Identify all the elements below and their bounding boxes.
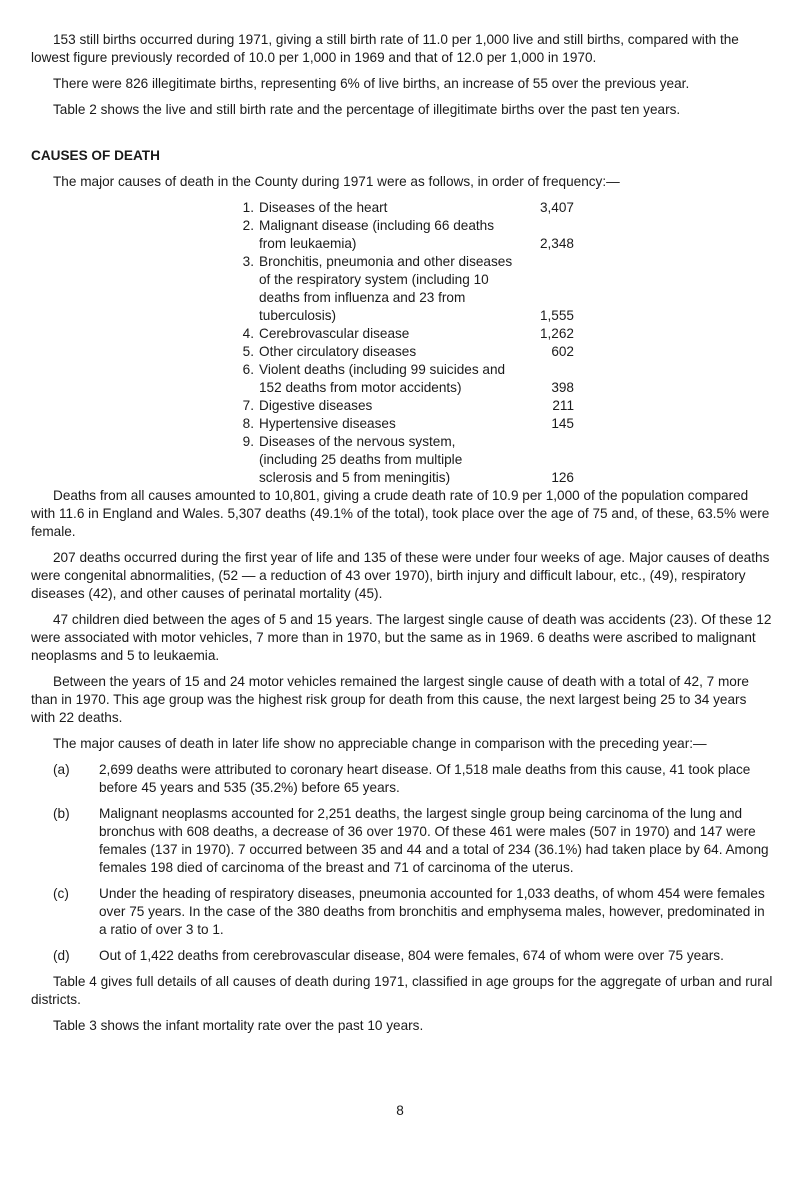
- cause-value: 211: [552, 398, 574, 413]
- cause-item: [234, 253, 574, 325]
- cause-number: 1.: [242, 200, 254, 215]
- cause-value: 398: [551, 380, 574, 395]
- cause-item: [234, 361, 574, 397]
- item-text: 2,699 deaths were attributed to coronary heart disease. Of 1,518 male deaths from this cause, 41 took place before 45 years and 535 (35.2%) before 65 years.: [99, 762, 751, 795]
- later-life-intro-paragraph: The major causes of death in later life show no appreciable change in comparison with the preceding year:—: [53, 736, 707, 751]
- cause-number: 4.: [242, 326, 254, 341]
- cause-value: 1,262: [539, 326, 574, 341]
- cause-item: [234, 415, 574, 433]
- still-births-paragraph: 153 still births occurred during 1971, giving a still birth rate of 11.0 per 1,000 live and still births, compared with the lowest figure previously recorded of 10.0 per 1,000 in 1969 and that of 12.0 per 1,000 in 1970.: [31, 32, 739, 65]
- cause-number: 2.: [242, 218, 254, 233]
- child-deaths-paragraph: 47 children died between the ages of 5 and 15 years. The largest single cause of death was accidents (23). Of these 12 were associated with motor vehicles, 7 more than in 1970, but the same as in 1969. 6 deaths were ascribed to malignant neoplasms and 5 to leukaemia.: [31, 612, 772, 663]
- cause-number: 8.: [242, 416, 254, 431]
- cause-item: [234, 217, 574, 253]
- table2-paragraph: Table 2 shows the live and still birth rate and the percentage of illegitimate births over the past ten years.: [53, 102, 681, 117]
- cause-value: 602: [551, 344, 574, 359]
- cause-value: 126: [551, 470, 574, 485]
- cause-text: Violent deaths (including 99 suicides and 152 deaths from motor accidents): [259, 362, 506, 395]
- cause-value: 2,348: [539, 236, 574, 251]
- item-letter: (a): [53, 762, 70, 777]
- cause-number: 5.: [242, 344, 254, 359]
- cause-text: Diseases of the nervous system, (including 25 deaths from multiple sclerosis and 5 from meningitis): [259, 434, 463, 485]
- cause-number: 6.: [242, 362, 254, 377]
- table3-paragraph: Table 3 shows the infant mortality rate over the past 10 years.: [53, 1018, 424, 1033]
- document-page: [31, 31, 773, 1043]
- lettered-item: [31, 885, 773, 939]
- cause-number: 3.: [242, 254, 254, 269]
- item-letter: (b): [53, 806, 70, 821]
- cause-text: Digestive diseases: [259, 398, 373, 413]
- cause-value: 1,555: [539, 308, 574, 323]
- cause-item: [234, 343, 574, 361]
- young-adult-deaths-paragraph: Between the years of 15 and 24 motor vehicles remained the largest single cause of death with a total of 42, 7 more than in 1970. This age group was the highest risk group for death from this cause, the next largest being 25 to 34 years with 22 deaths.: [31, 674, 749, 725]
- cause-text: Cerebrovascular disease: [259, 326, 410, 341]
- section-heading: CAUSES OF DEATH: [31, 148, 160, 163]
- cause-text: Other circulatory diseases: [259, 344, 417, 359]
- cause-number: 7.: [242, 398, 254, 413]
- cause-item: [234, 433, 574, 487]
- later-life-list: [31, 761, 773, 965]
- causes-intro: The major causes of death in the County during 1971 were as follows, in order of frequency:—: [53, 174, 620, 189]
- cause-text: Malignant disease (including 66 deaths from leukaemia): [259, 218, 495, 251]
- cause-item: [234, 397, 574, 415]
- deaths-all-causes-paragraph: Deaths from all causes amounted to 10,801, giving a crude death rate of 10.9 per 1,000 of the population compared with 11.6 in England and Wales. 5,307 deaths (49.1% of the total), took place over the age of 75 and, of these, 63.5% were female.: [31, 488, 770, 539]
- cause-text: Bronchitis, pneumonia and other diseases of the respiratory system (including 10 deaths from influenza and 23 from tuberculosis): [259, 254, 513, 323]
- lettered-item: [31, 805, 773, 877]
- infant-deaths-paragraph: 207 deaths occurred during the first year of life and 135 of these were under four weeks of age. Major causes of deaths were congenital abnormalities, (52 — a reduction of 43 over 1970), birth injury and difficult labour, etc., (49), respiratory diseases (42), and other causes of perinatal mortality (45).: [31, 550, 770, 601]
- cause-text: Diseases of the heart: [259, 200, 388, 215]
- cause-number: 9.: [242, 434, 254, 449]
- cause-item: [234, 325, 574, 343]
- illegitimate-births-paragraph: There were 826 illegitimate births, representing 6% of live births, an increase of 55 over the previous year.: [53, 76, 690, 91]
- causes-list: [234, 199, 574, 487]
- item-text: Out of 1,422 deaths from cerebrovascular disease, 804 were females, 674 of whom were over 75 years.: [99, 948, 724, 963]
- cause-text: Hypertensive diseases: [259, 416, 396, 431]
- item-letter: (d): [53, 948, 70, 963]
- cause-value: 145: [551, 416, 574, 431]
- item-letter: (c): [53, 886, 69, 901]
- item-text: Under the heading of respiratory diseases, pneumonia accounted for 1,033 deaths, of whom 454 were females over 75 years. In the case of the 380 deaths from bronchitis and emphysema males, however, predominated in a ratio of over 3 to 1.: [99, 886, 765, 937]
- item-text: Malignant neoplasms accounted for 2,251 deaths, the largest single group being carcinoma of the lung and bronchus with 608 deaths, a decrease of 36 over 1970. Of these 461 were males (507 in 1970) and 147 were females (137 in 1970). 7 occurred between 35 and 44 and a total of 234 (36.1%) had taken place by 64. Among females 198 died of carcinoma of the breast and 71 of carcinoma of the uterus.: [99, 806, 769, 875]
- table4-paragraph: Table 4 gives full details of all causes of death during 1971, classified in age groups for the aggregate of urban and rural districts.: [31, 974, 773, 1007]
- cause-item: [234, 199, 574, 217]
- lettered-item: [31, 761, 773, 797]
- lettered-item: [31, 947, 773, 965]
- cause-value: 3,407: [539, 200, 574, 215]
- page-number: 8: [396, 1103, 404, 1118]
